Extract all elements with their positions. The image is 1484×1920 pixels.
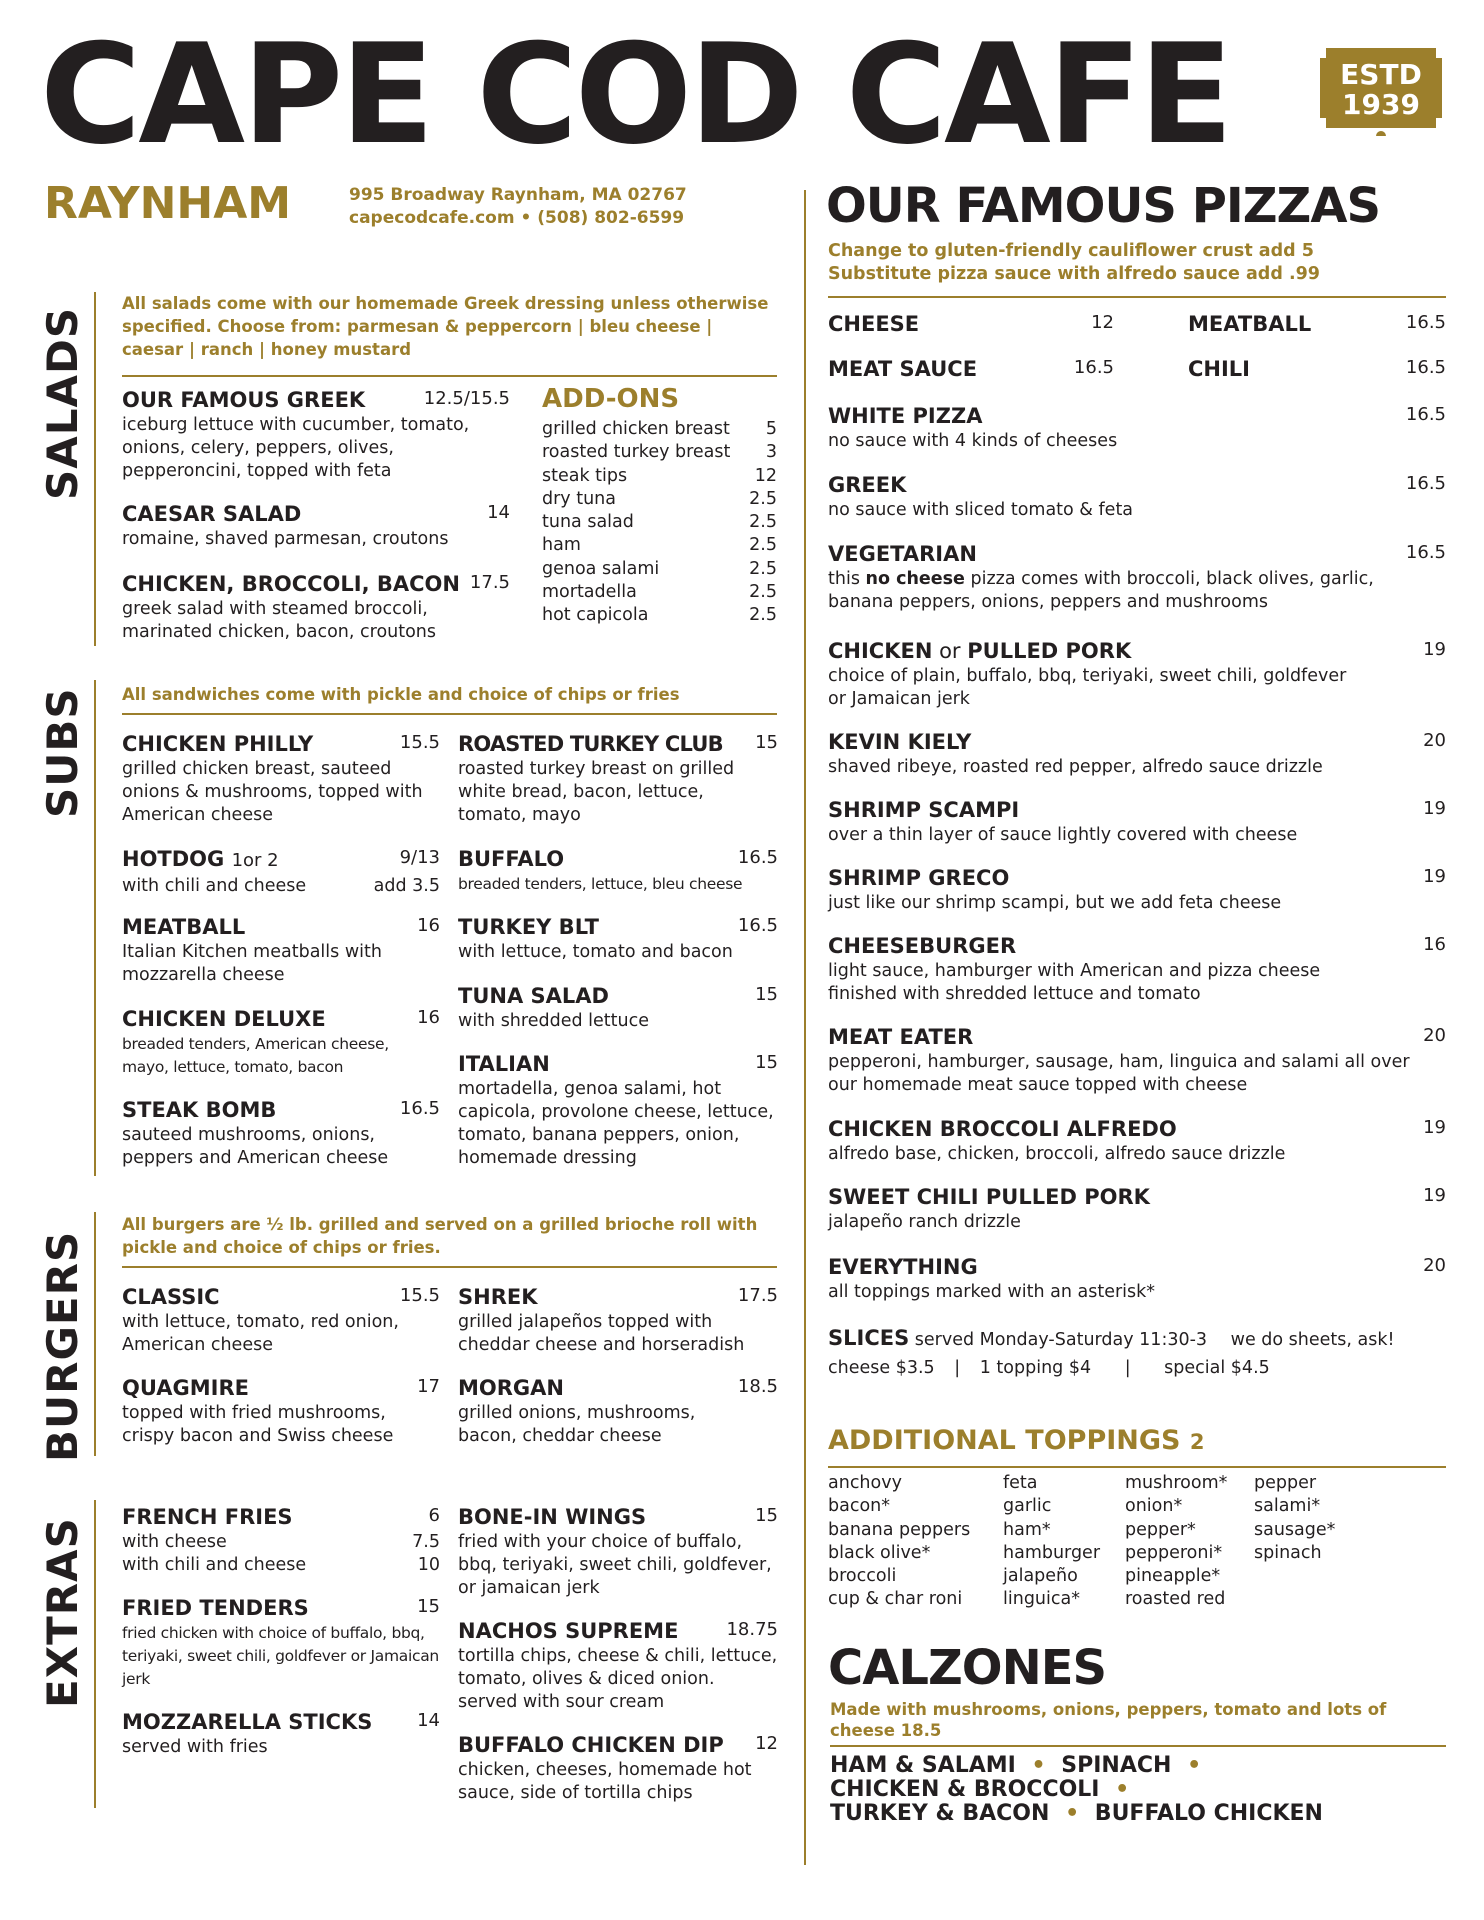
menu-item bbox=[458, 1050, 778, 1170]
item-name: CLASSIC bbox=[122, 1285, 220, 1309]
section-label-subs: SUBS bbox=[38, 687, 87, 818]
item-name: SHREK bbox=[458, 1285, 538, 1309]
item-desc: breaded tenders, American cheese, mayo, lettuce, tomato, bacon bbox=[122, 1035, 389, 1076]
calzone-line bbox=[830, 1778, 1323, 1802]
item-desc: with lettuce, tomato and bacon bbox=[458, 942, 733, 962]
item-price: 6 bbox=[428, 1505, 440, 1526]
item-name: WHITE PIZZA bbox=[828, 404, 983, 428]
item-price: 19 bbox=[1423, 1117, 1446, 1138]
menu-item bbox=[828, 932, 1446, 1006]
address-block bbox=[349, 184, 687, 230]
addon-name: genoa salami bbox=[542, 558, 660, 579]
topping-item: roasted red bbox=[1125, 1589, 1226, 1610]
menu-item bbox=[828, 637, 1446, 711]
item-desc: all toppings marked with an asterisk* bbox=[828, 1282, 1156, 1302]
addon-name: steak tips bbox=[542, 465, 628, 486]
item-name: HOTDOG bbox=[122, 847, 225, 871]
menu-item bbox=[828, 540, 1446, 614]
bullet-icon: • bbox=[1115, 1777, 1130, 1802]
item-desc: no sauce with sliced tomato & feta bbox=[828, 500, 1134, 520]
badge-line2: 1939 bbox=[1342, 88, 1420, 121]
item-price: 17.5 bbox=[737, 1285, 778, 1306]
subs-note: All sandwiches come with pickle and choice of chips or fries bbox=[122, 685, 680, 704]
addon-row bbox=[542, 581, 777, 604]
item-desc-price: add 3.5 bbox=[373, 876, 440, 896]
item-price: 15 bbox=[755, 732, 778, 753]
item-desc: chicken, cheeses, homemade hot sauce, side of tortilla chips bbox=[458, 1760, 752, 1803]
bullet-icon: • bbox=[1065, 1801, 1080, 1826]
item-name: MEAT EATER bbox=[828, 1025, 974, 1049]
item-desc: with lettuce, tomato, red onion, American cheese bbox=[122, 1312, 399, 1355]
separator: | bbox=[1124, 1358, 1131, 1378]
addon-row bbox=[542, 604, 777, 627]
topping-item: broccoli bbox=[828, 1566, 897, 1587]
column-divider bbox=[804, 190, 806, 1865]
item-price: 19 bbox=[1423, 866, 1446, 887]
item-price: 16 bbox=[1423, 934, 1446, 955]
item-name: CHICKEN, BROCCOLI, BACON bbox=[122, 572, 460, 596]
topping-item: bacon* bbox=[828, 1496, 891, 1517]
addons-title: ADD-ONS bbox=[542, 384, 680, 414]
separator: | bbox=[954, 1358, 961, 1378]
menu-item bbox=[828, 1183, 1446, 1234]
item-name: FRENCH FRIES bbox=[122, 1505, 293, 1529]
item-price: 19 bbox=[1423, 1185, 1446, 1206]
desc-emphasis: no cheese bbox=[865, 569, 965, 589]
salads-divider bbox=[122, 375, 777, 377]
addon-name: ham bbox=[542, 535, 581, 556]
section-label-extras: EXTRAS bbox=[38, 1517, 87, 1708]
calzones-title: CALZONES bbox=[828, 1640, 1107, 1696]
slices-block bbox=[828, 1324, 1446, 1382]
item-desc: no sauce with 4 kinds of cheeses bbox=[828, 431, 1118, 451]
item-desc: fried with your choice of buffalo, bbq, teriyaki, sweet chili, goldfever, or jamaican jerk bbox=[458, 1532, 772, 1598]
slice-price-cheese: cheese $3.5 bbox=[828, 1358, 935, 1378]
toppings-title bbox=[828, 1425, 1205, 1456]
toppings-column bbox=[1254, 1472, 1335, 1565]
menu-item bbox=[122, 845, 440, 898]
section-label-salads: SALADS bbox=[38, 306, 87, 500]
location-name: RAYNHAM bbox=[44, 178, 292, 229]
menu-item bbox=[828, 864, 1446, 915]
salads-note: All salads come with our homemade Greek dressing unless otherwise specified. Choose from: parmesan & peppercorn | bleu cheese | caesar | ranch | honey mustard bbox=[122, 294, 769, 359]
option-price: 7.5 bbox=[412, 1532, 440, 1552]
item-price: 16.5 bbox=[399, 1098, 440, 1119]
street-address: 995 Broadway Raynham, MA 02767 bbox=[349, 185, 687, 205]
item-price: 17 bbox=[417, 1376, 440, 1397]
item-price: 16.5 bbox=[1405, 542, 1446, 563]
topping-item: anchovy bbox=[828, 1473, 902, 1493]
item-price: 16.5 bbox=[1073, 357, 1114, 378]
option-label: with chili and cheese bbox=[122, 1555, 307, 1575]
item-price: 16.5 bbox=[1405, 473, 1446, 494]
section-label-burgers: BURGERS bbox=[38, 1230, 87, 1462]
item-price: 16 bbox=[417, 915, 440, 936]
menu-item bbox=[458, 1283, 778, 1357]
addon-row bbox=[542, 511, 777, 534]
topping-item: pepper bbox=[1254, 1473, 1317, 1493]
item-name: CHILI bbox=[1188, 357, 1250, 381]
menu-item bbox=[828, 355, 1114, 383]
burgers-rule bbox=[94, 1212, 96, 1456]
item-desc: breaded tenders, lettuce, bleu cheese bbox=[458, 875, 743, 893]
option-price: 10 bbox=[417, 1555, 440, 1575]
item-desc bbox=[828, 568, 1428, 614]
subs-divider bbox=[122, 713, 777, 715]
item-desc: jalapeño ranch drizzle bbox=[828, 1212, 1021, 1232]
salads-rule bbox=[94, 292, 96, 646]
item-price: 15 bbox=[755, 1052, 778, 1073]
topping-item: ham* bbox=[1003, 1519, 1051, 1540]
item-price: 14 bbox=[417, 1710, 440, 1731]
addon-name: dry tuna bbox=[542, 488, 616, 509]
addon-name: tuna salad bbox=[542, 512, 634, 533]
slices-sheets: we do sheets, ask! bbox=[1230, 1330, 1395, 1350]
topping-item: black olive* bbox=[828, 1542, 931, 1563]
topping-item: salami* bbox=[1254, 1496, 1321, 1517]
menu-item bbox=[458, 913, 778, 964]
item-desc: tortilla chips, cheese & chili, lettuce, tomato, olives & diced onion. served with sour cream bbox=[458, 1646, 778, 1712]
slices-header bbox=[828, 1324, 1446, 1354]
item-name: TURKEY BLT bbox=[458, 915, 599, 939]
item-name-2: PULLED PORK bbox=[967, 639, 1132, 663]
item-name: TUNA SALAD bbox=[458, 984, 609, 1008]
item-desc: topped with fried mushrooms, crispy bacon and Swiss cheese bbox=[122, 1403, 394, 1446]
item-name: SWEET CHILI PULLED PORK bbox=[828, 1185, 1150, 1209]
subs-rule bbox=[94, 680, 96, 1176]
item-name: VEGETARIAN bbox=[828, 542, 977, 566]
pizzas-note-1: Change to gluten-friendly cauliflower crust add 5 bbox=[828, 241, 1314, 261]
item-name: GREEK bbox=[828, 473, 907, 497]
menu-item bbox=[828, 471, 1446, 522]
toppings-column bbox=[1125, 1472, 1227, 1612]
menu-item bbox=[122, 570, 510, 644]
bullet-icon: • bbox=[1187, 1753, 1202, 1778]
fries-option bbox=[122, 1531, 440, 1554]
item-name: CAESAR SALAD bbox=[122, 502, 302, 526]
burgers-note: All burgers are ½ lb. grilled and served on a grilled brioche roll with pickle and choice of chips or fries. bbox=[122, 1215, 758, 1257]
topping-item: onion* bbox=[1125, 1496, 1183, 1517]
item-name-or: or bbox=[932, 639, 968, 663]
item-desc: with shredded lettuce bbox=[458, 1011, 649, 1031]
menu-item bbox=[1188, 355, 1446, 383]
item-price: 15 bbox=[417, 1596, 440, 1617]
menu-item bbox=[122, 500, 510, 551]
item-desc: sauteed mushrooms, onions, peppers and American cheese bbox=[122, 1125, 389, 1168]
slices-prices bbox=[828, 1354, 1446, 1382]
addon-name: mortadella bbox=[542, 582, 637, 603]
addon-row bbox=[542, 558, 777, 581]
topping-item: jalapeño bbox=[1003, 1566, 1078, 1587]
badge-line1: ESTD bbox=[1340, 58, 1422, 91]
menu-item bbox=[122, 1708, 440, 1759]
calzones-note: Made with mushrooms, onions, peppers, tomato and lots of cheese 18.5 bbox=[830, 1700, 1387, 1740]
item-price: 20 bbox=[1423, 1025, 1446, 1046]
item-desc: grilled onions, mushrooms, bacon, cheddar cheese bbox=[458, 1403, 696, 1446]
item-name: FRIED TENDERS bbox=[122, 1596, 309, 1620]
desc-part: pizza comes with broccoli, black olives, garlic, banana peppers, onions, peppers and mushrooms bbox=[828, 569, 1374, 612]
menu-item bbox=[122, 1096, 440, 1170]
burgers-divider bbox=[122, 1266, 777, 1268]
item-name: MEAT SAUCE bbox=[828, 357, 978, 381]
addon-price: 5 bbox=[765, 419, 777, 439]
menu-item bbox=[458, 1374, 778, 1448]
menu-item bbox=[828, 1115, 1446, 1166]
item-name: CHICKEN bbox=[828, 639, 933, 663]
item-name: CHICKEN DELUXE bbox=[122, 1007, 326, 1031]
menu-item bbox=[828, 1023, 1446, 1097]
item-name: SHRIMP SCAMPI bbox=[828, 798, 1020, 822]
addon-price: 12 bbox=[754, 465, 777, 486]
item-desc: roasted turkey breast on grilled white bread, bacon, lettuce, tomato, mayo bbox=[458, 759, 735, 825]
item-name: KEVIN KIELY bbox=[828, 730, 972, 754]
menu-item bbox=[458, 845, 778, 896]
menu-item bbox=[458, 1731, 778, 1805]
menu-item bbox=[828, 1253, 1446, 1304]
item-desc: iceburg lettuce with cucumber, tomato, onions, celery, peppers, olives, pepperoncini, topped with feta bbox=[122, 415, 470, 481]
item-name: CHICKEN PHILLY bbox=[122, 732, 314, 756]
topping-item: banana peppers bbox=[828, 1519, 971, 1540]
calzones-divider bbox=[830, 1745, 1446, 1747]
menu-item bbox=[122, 386, 510, 483]
addon-price: 2.5 bbox=[749, 512, 777, 533]
menu-item bbox=[828, 728, 1446, 779]
menu-item bbox=[828, 796, 1446, 847]
item-price: 15.5 bbox=[399, 1285, 440, 1306]
slices-hours: served Monday-Saturday 11:30-3 bbox=[914, 1330, 1208, 1350]
addon-price: 2.5 bbox=[749, 535, 777, 556]
toppings-price: 2 bbox=[1189, 1430, 1205, 1454]
item-desc: pepperoni, hamburger, sausage, ham, linguica and salami all over our homemade meat sauce topped with cheese bbox=[828, 1052, 1410, 1095]
fries-option bbox=[122, 1554, 440, 1577]
calzone-name: TURKEY & BACON bbox=[830, 1801, 1050, 1826]
pizzas-note-2: Substitute pizza sauce with alfredo sauce add .99 bbox=[828, 264, 1320, 284]
menu-item bbox=[122, 913, 440, 987]
menu-item bbox=[122, 1374, 440, 1448]
item-price: 16.5 bbox=[1405, 312, 1446, 333]
item-desc-row bbox=[122, 875, 440, 898]
item-name: STEAK BOMB bbox=[122, 1098, 277, 1122]
addon-row bbox=[542, 488, 777, 511]
slice-price-topping: 1 topping $4 bbox=[979, 1358, 1092, 1378]
topping-item: garlic bbox=[1003, 1496, 1052, 1517]
item-desc: shaved ribeye, roasted red pepper, alfredo sauce drizzle bbox=[828, 757, 1323, 777]
calzone-name: HAM & SALAMI bbox=[830, 1753, 1016, 1778]
topping-item: linguica* bbox=[1003, 1589, 1080, 1610]
addon-name: grilled chicken breast bbox=[542, 419, 730, 439]
item-desc: light sauce, hamburger with American and pizza cheese finished with shredded lettuce and tomato bbox=[828, 961, 1321, 1004]
item-name: MORGAN bbox=[458, 1376, 564, 1400]
item-desc: choice of plain, buffalo, bbq, teriyaki, sweet chili, goldfever or Jamaican jerk bbox=[828, 666, 1347, 709]
slices-label: SLICES bbox=[828, 1326, 910, 1350]
item-name: EVERYTHING bbox=[828, 1255, 978, 1279]
calzones-list bbox=[830, 1754, 1323, 1826]
addon-row bbox=[542, 418, 777, 441]
topping-item: sausage* bbox=[1254, 1519, 1336, 1540]
item-price: 15 bbox=[755, 1505, 778, 1526]
addon-row bbox=[542, 465, 777, 488]
item-name: CHEESEBURGER bbox=[828, 934, 1017, 958]
calzone-line bbox=[830, 1802, 1323, 1826]
item-desc: greek salad with steamed broccoli, marinated chicken, bacon, croutons bbox=[122, 599, 437, 642]
desc-part: this bbox=[828, 569, 866, 589]
item-name: NACHOS SUPREME bbox=[458, 1619, 679, 1643]
item-desc: served with fries bbox=[122, 1737, 268, 1757]
topping-item: feta bbox=[1003, 1473, 1038, 1493]
item-desc: fried chicken with choice of buffalo, bbq, teriyaki, sweet chili, goldfever or Jamaican jerk bbox=[122, 1624, 439, 1688]
item-name: MEATBALL bbox=[122, 915, 246, 939]
toppings-title-text: ADDITIONAL TOPPINGS bbox=[828, 1425, 1181, 1456]
item-price: 16.5 bbox=[1405, 404, 1446, 425]
item-price: 14 bbox=[487, 502, 510, 523]
item-price: 12.5/15.5 bbox=[423, 388, 510, 409]
item-name: OUR FAMOUS GREEK bbox=[122, 388, 366, 412]
addon-row bbox=[542, 441, 777, 464]
menu-item bbox=[122, 1503, 440, 1577]
item-price: 17.5 bbox=[469, 572, 510, 593]
item-name: BONE-IN WINGS bbox=[458, 1505, 647, 1529]
topping-item: pepperoni* bbox=[1125, 1542, 1223, 1563]
item-name-row bbox=[122, 845, 440, 875]
menu-item bbox=[1188, 310, 1446, 338]
addon-name: roasted turkey breast bbox=[542, 442, 731, 463]
menu-item bbox=[122, 730, 440, 827]
addon-price: 2.5 bbox=[749, 582, 777, 603]
pizzas-divider bbox=[828, 296, 1446, 298]
item-name: ITALIAN bbox=[458, 1052, 550, 1076]
item-price: 12 bbox=[1091, 312, 1114, 333]
menu-item bbox=[828, 402, 1446, 453]
menu-item bbox=[122, 1283, 440, 1357]
item-name: MOZZARELLA STICKS bbox=[122, 1710, 373, 1734]
topping-item: mushroom* bbox=[1125, 1473, 1228, 1493]
menu-item bbox=[458, 730, 778, 827]
item-price: 19 bbox=[1423, 798, 1446, 819]
addon-name: hot capicola bbox=[542, 605, 649, 626]
item-desc: just like our shrimp scampi, but we add feta cheese bbox=[828, 893, 1282, 913]
topping-item: pineapple* bbox=[1125, 1566, 1221, 1587]
item-desc: Italian Kitchen meatballs with mozzarella cheese bbox=[122, 942, 382, 985]
addon-row bbox=[542, 534, 777, 557]
item-name: CHEESE bbox=[828, 312, 920, 336]
extras-rule bbox=[94, 1500, 96, 1808]
item-price: 18.5 bbox=[737, 1376, 778, 1397]
item-name-row bbox=[828, 637, 1446, 665]
item-price: 18.75 bbox=[726, 1619, 778, 1640]
item-name: CHICKEN BROCCOLI ALFREDO bbox=[828, 1117, 1177, 1141]
menu-item bbox=[122, 1594, 440, 1691]
item-price: 15 bbox=[755, 984, 778, 1005]
addon-price: 2.5 bbox=[749, 488, 777, 509]
item-name: QUAGMIRE bbox=[122, 1376, 249, 1400]
calzone-name: SPINACH bbox=[1061, 1753, 1172, 1778]
item-desc: romaine, shaved parmesan, croutons bbox=[122, 529, 449, 549]
item-price: 20 bbox=[1423, 730, 1446, 751]
topping-item: hamburger bbox=[1003, 1542, 1101, 1563]
menu-item bbox=[458, 1503, 778, 1600]
contact-info: capecodcafe.com • (508) 802-6599 bbox=[349, 208, 685, 228]
restaurant-title: CAPE COD CAFE bbox=[40, 14, 1231, 175]
option-label: with cheese bbox=[122, 1532, 227, 1552]
topping-item: pepper* bbox=[1125, 1519, 1196, 1540]
item-desc: grilled chicken breast, sauteed onions & mushrooms, topped with American cheese bbox=[122, 759, 423, 825]
item-price: 9/13 bbox=[399, 847, 440, 868]
item-price: 16.5 bbox=[1405, 357, 1446, 378]
calzone-line bbox=[830, 1754, 1323, 1778]
item-price: 19 bbox=[1423, 639, 1446, 660]
addon-price: 3 bbox=[765, 442, 777, 463]
topping-item: cup & char roni bbox=[828, 1589, 963, 1610]
item-price: 12 bbox=[755, 1733, 778, 1754]
slice-price-special: special $4.5 bbox=[1164, 1358, 1270, 1378]
calzone-name: CHICKEN & BROCCOLI bbox=[830, 1777, 1100, 1802]
item-price: 15.5 bbox=[399, 732, 440, 753]
item-desc: over a thin layer of sauce lightly covered with cheese bbox=[828, 825, 1298, 845]
item-price: 20 bbox=[1423, 1255, 1446, 1276]
toppings-divider bbox=[828, 1466, 1446, 1468]
badge-text bbox=[1316, 60, 1446, 120]
item-desc: grilled jalapeños topped with cheddar cheese and horseradish bbox=[458, 1312, 745, 1355]
menu-item bbox=[828, 310, 1114, 338]
item-name: BUFFALO CHICKEN DIP bbox=[458, 1733, 724, 1757]
calzone-name: BUFFALO CHICKEN bbox=[1094, 1801, 1323, 1826]
item-name: MEATBALL bbox=[1188, 312, 1312, 336]
addon-price: 2.5 bbox=[749, 605, 777, 626]
menu-item bbox=[458, 982, 778, 1033]
addons-list bbox=[542, 418, 777, 628]
menu-item bbox=[122, 1005, 440, 1079]
item-desc: alfredo base, chicken, broccoli, alfredo sauce drizzle bbox=[828, 1144, 1286, 1164]
toppings-column bbox=[828, 1472, 970, 1612]
item-name: ROASTED TURKEY CLUB bbox=[458, 732, 723, 756]
item-price: 16.5 bbox=[737, 915, 778, 936]
item-name-suffix: 1or 2 bbox=[231, 850, 279, 871]
addon-price: 2.5 bbox=[749, 558, 777, 579]
bullet-icon: • bbox=[1031, 1753, 1046, 1778]
item-price: 16.5 bbox=[737, 847, 778, 868]
item-name: BUFFALO bbox=[458, 847, 565, 871]
item-name: SHRIMP GRECO bbox=[828, 866, 1010, 890]
toppings-column bbox=[1003, 1472, 1100, 1612]
topping-item: spinach bbox=[1254, 1542, 1322, 1563]
pizzas-title: OUR FAMOUS PIZZAS bbox=[826, 178, 1381, 234]
item-desc: mortadella, genoa salami, hot capicola, provolone cheese, lettuce, tomato, banana peppers, onion, homemade dressing bbox=[458, 1079, 774, 1168]
item-desc: with chili and cheese bbox=[122, 876, 307, 896]
item-price: 16 bbox=[417, 1007, 440, 1028]
menu-item bbox=[458, 1617, 778, 1714]
